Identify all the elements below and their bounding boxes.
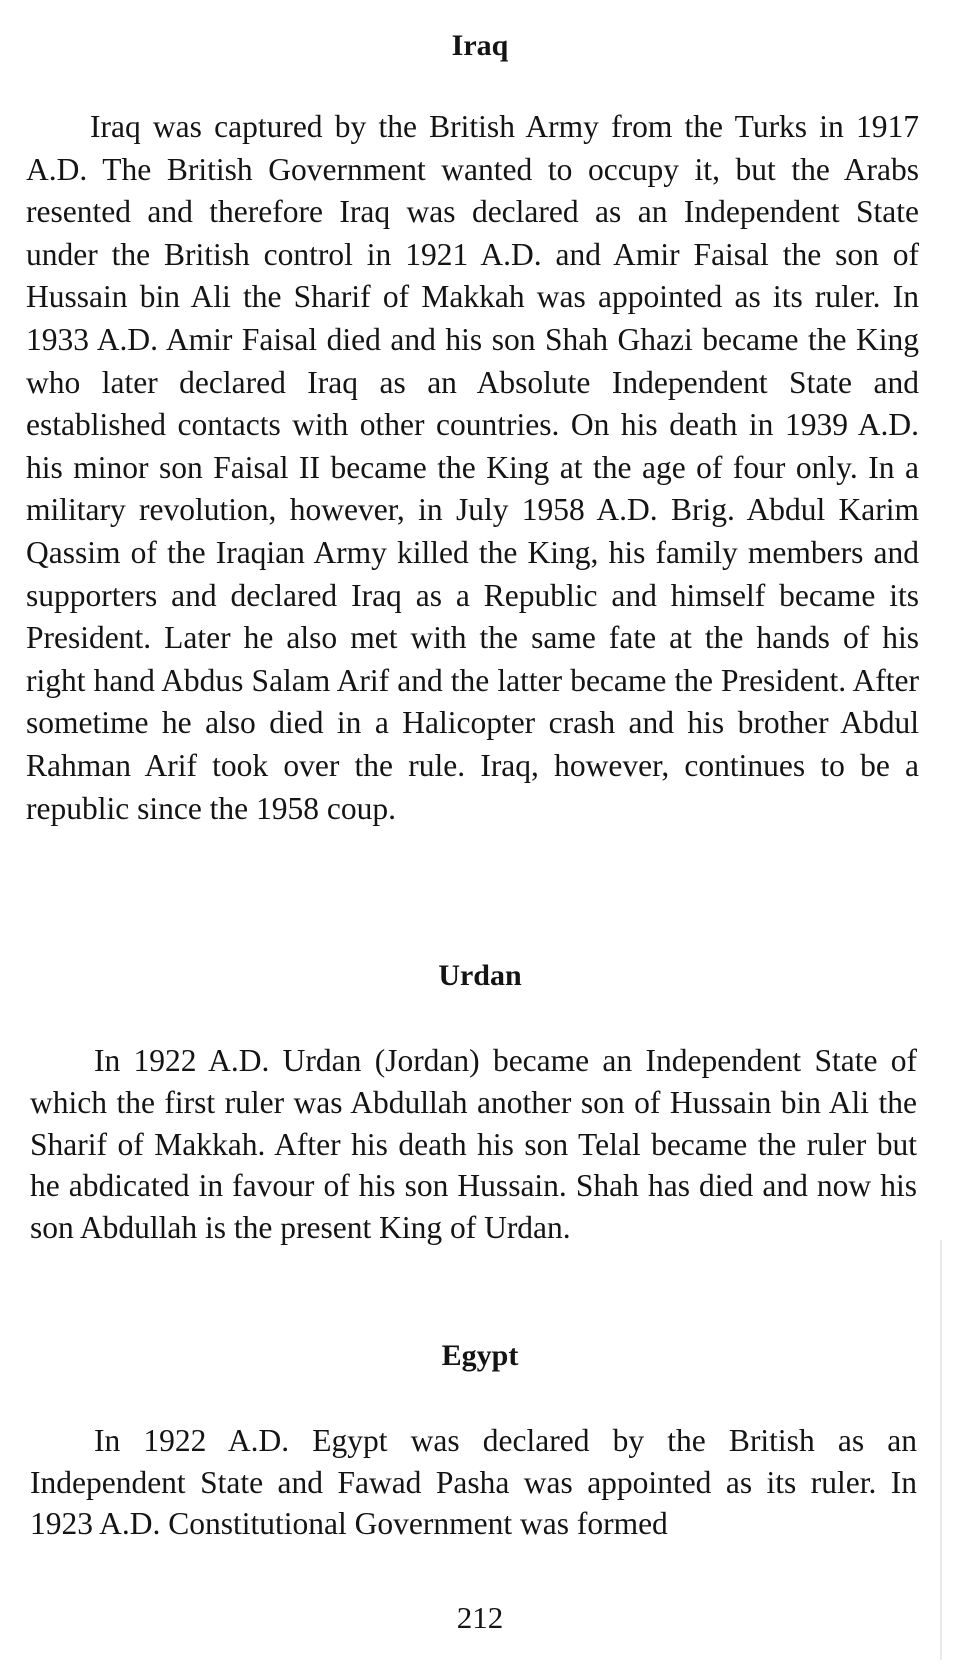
paragraph-iraq: Iraq was captured by the British Army from the Turks in 1917 A.D. The British Government wanted to occupy it, but the Arabs resented and therefore Iraq was declared as an Independent State under the British control in 1921 A.D. and Amir Faisal the son of Hussain bin Ali the Sharif of Makkah was appointed as its ruler. In 1933 A.D. Amir Faisal died and his son Shah Ghazi became the King who later declared Iraq as an Absolute Independent State and established contacts with other countries. On his death in 1939 A.D. his minor son Faisal II became the King at the age of four only. In a military revolution, however, in July 1958 A.D. Brig. Abdul Karim Qassim of the Iraqian Army killed the King, his family members and supporters and declared Iraq as a Republic and himself became its President. Later he also met with the same fate at the hands of his right hand Abdus Salam Arif and the latter became the President. After sometime he also died in a Halicopter crash and his brother Abdul Rahman Arif took over the rule. Iraq, however, continues to be a republic since the 1958 coup. bbox=[26, 109, 919, 826]
section-heading-egypt: Egypt bbox=[441, 1339, 519, 1372]
section-heading-iraq: Iraq bbox=[451, 29, 509, 62]
section-heading-urdan: Urdan bbox=[438, 959, 522, 992]
page-edge-shadow bbox=[940, 1240, 942, 1660]
paragraph-urdan: In 1922 A.D. Urdan (Jordan) became an Independent State of which the first ruler was Abdullah another son of Hussain bin Ali the Sharif of Makkah. After his death his son Telal became the ruler but he abdicated in favour of his son Hussain. Shah has died and now his son Abdullah is the present King of Urdan. bbox=[30, 1043, 917, 1246]
page-number: 212 bbox=[456, 1600, 504, 1635]
paragraph-egypt: In 1922 A.D. Egypt was declared by the British as an Independent State and Fawad Pasha was appointed as its ruler. In 1923 A.D. Constitutional Government was formed bbox=[30, 1423, 917, 1542]
